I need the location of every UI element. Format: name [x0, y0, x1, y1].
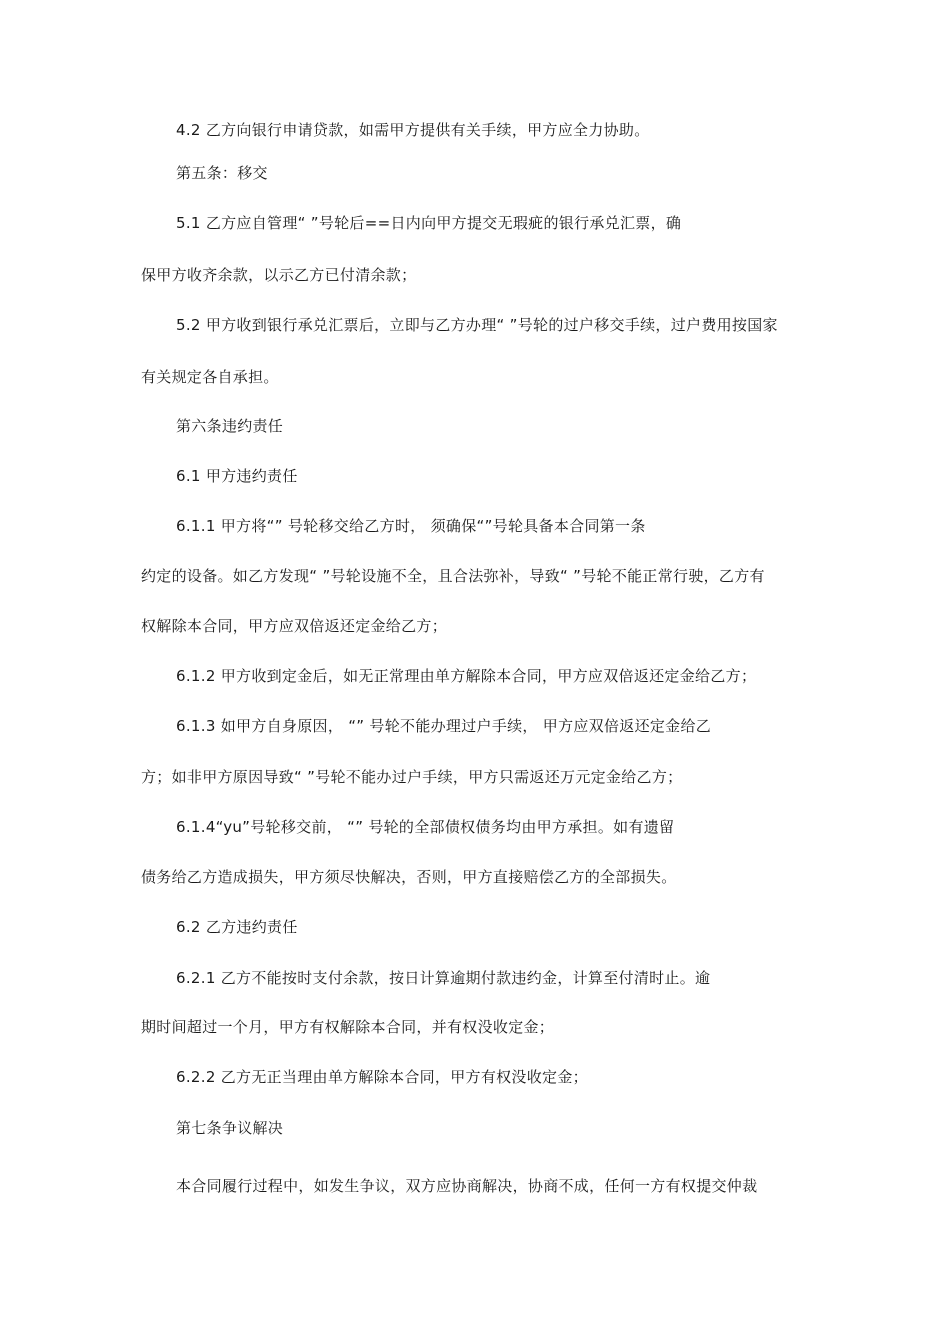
article-5-heading: 第五条：移交: [176, 164, 268, 182]
clause-6-1-1: 6.1.1 甲方将“” 号轮移交给乙方时， 须确保“”号轮具备本合同第一条: [176, 517, 646, 535]
clause-5-2: 5.2 甲方收到银行承兑汇票后，立即与乙方办理“ ”号轮的过户移交手续，过户费用按国家: [176, 316, 778, 334]
clause-6-2-2: 6.2.2 乙方无正当理由单方解除本合同，甲方有权没收定金；: [176, 1068, 588, 1086]
clause-6-1-1-cont-1: 约定的设备。如乙方发现“ ”号轮设施不全，且合法弥补，导致“ ”号轮不能正常行驶，乙方有: [141, 567, 765, 585]
clause-6-1-4-cont: 债务给乙方造成损失，甲方须尽快解决，否则，甲方直接赔偿乙方的全部损失。: [141, 868, 677, 886]
clause-6-1-4: 6.1.4“yu”号轮移交前， “” 号轮的全部债权债务均由甲方承担。如有遗留: [176, 818, 675, 836]
clause-4-2: 4.2 乙方向银行申请贷款，如需甲方提供有关手续，甲方应全力协助。: [176, 121, 650, 139]
article-7-heading: 第七条争议解决: [176, 1119, 284, 1137]
clause-6-2-1-cont: 期时间超过一个月，甲方有权解除本合同，并有权没收定金；: [141, 1018, 555, 1036]
clause-5-2-cont: 有关规定各自承担。: [141, 368, 279, 386]
clause-6-1-3-cont: 方；如非甲方原因导致“ ”号轮不能办过户手续，甲方只需返还万元定金给乙方；: [141, 768, 683, 786]
clause-6-1: 6.1 甲方违约责任: [176, 467, 298, 485]
clause-5-1: 5.1 乙方应自管理“ ”号轮后==日内向甲方提交无瑕疵的银行承兑汇票，确: [176, 214, 682, 232]
article-7-body: 本合同履行过程中，如发生争议，双方应协商解决，协商不成，任何一方有权提交仲裁: [176, 1177, 758, 1195]
clause-5-1-cont: 保甲方收齐余款，以示乙方已付清余款；: [141, 266, 417, 284]
clause-6-2: 6.2 乙方违约责任: [176, 918, 298, 936]
clause-6-1-2: 6.1.2 甲方收到定金后，如无正常理由单方解除本合同，甲方应双倍返还定金给乙方；: [176, 667, 757, 685]
clause-6-1-3: 6.1.3 如甲方自身原因， “” 号轮不能办理过户手续， 甲方应双倍返还定金给乙: [176, 717, 712, 735]
clause-6-1-1-cont-2: 权解除本合同，甲方应双倍返还定金给乙方；: [141, 617, 448, 635]
article-6-heading: 第六条违约责任: [176, 417, 284, 435]
clause-6-2-1: 6.2.1 乙方不能按时支付余款，按日计算逾期付款违约金，计算至付清时止。逾: [176, 969, 711, 987]
